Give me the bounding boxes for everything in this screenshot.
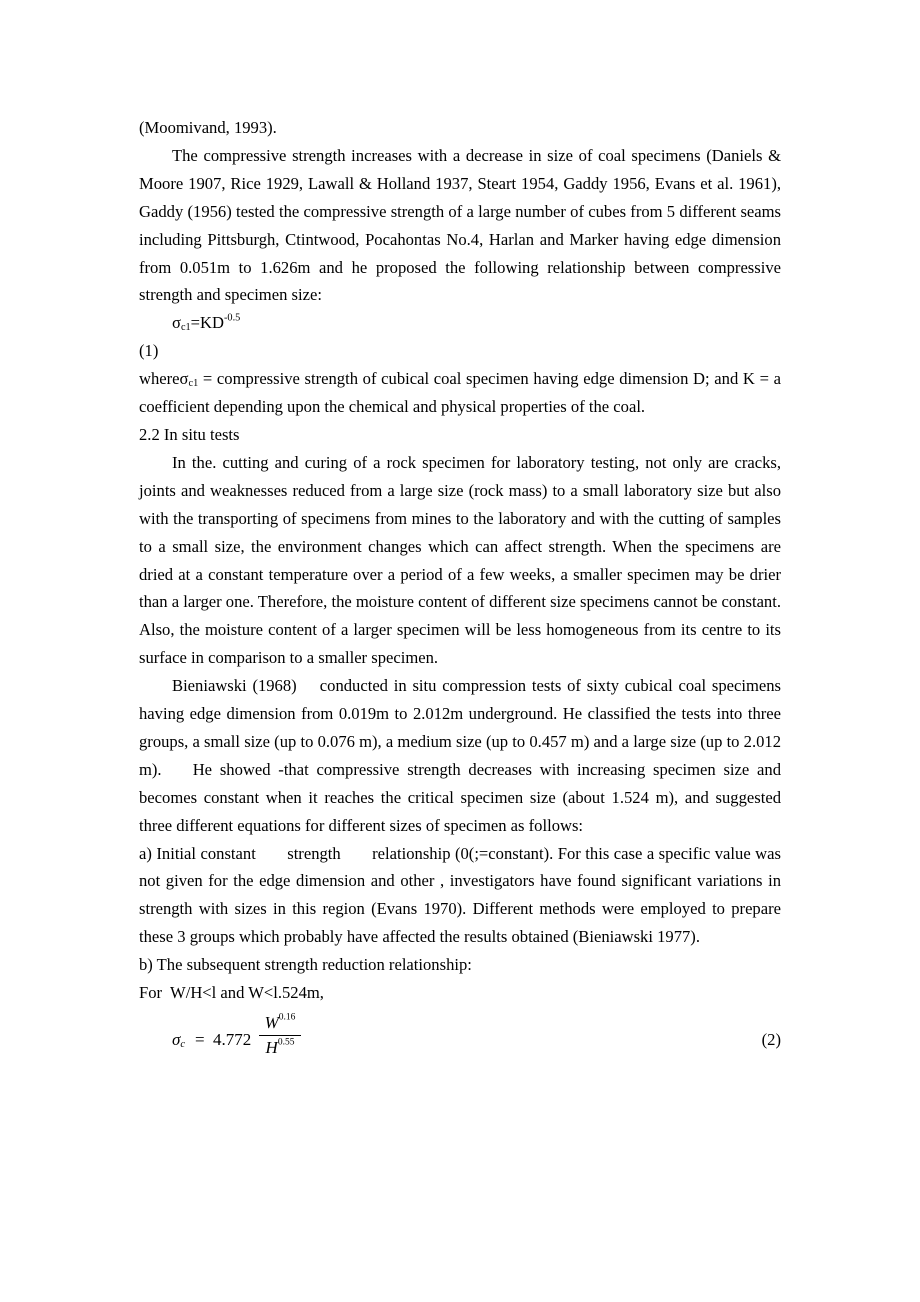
eq1-subscript: c1	[180, 322, 191, 334]
eq2-coefficient: 4.772	[213, 1030, 252, 1049]
document-page	[139, 114, 786, 1071]
where-subscript: c1	[188, 378, 199, 390]
eq2-num-exponent: 0.16	[278, 1012, 296, 1023]
equation-1	[139, 309, 781, 337]
paragraph-initial-constant: a) Initial constant strength relationship (0(;=constant). For this case a specific value was not given for the edge dimension and other , investigators have found significant variations in strength with sizes in this region (Evans 1970). Different methods were employed to prepare these 3 groups which probably have affected the results obtained (Bieniawski 1977).	[139, 843, 786, 947]
eq2-equals: =	[195, 1030, 205, 1049]
paragraph-bieniawski: Bieniawski (1968) conducted in situ compression tests of sixty cubical coal specimens having edge dimension from 0.019m to 2.012m underground. He classified the tests into three groups, a small size (up to 0.076 m), a medium size (up to 0.457 m) and a large size (up to 2.012 m). He showed -that compressive strength decreases with increasing specimen size and becomes constant when it reaches the critical specimen size (about 1.524 m), and suggested three different equations for different sizes of specimen as follows:	[139, 676, 786, 835]
eq2-den-exponent: 0.55	[277, 1037, 295, 1048]
eq1-body: =KD	[190, 313, 224, 333]
where-sigma: σ	[179, 369, 189, 389]
eq2-num-var: W	[264, 1013, 279, 1032]
where-word: where	[139, 369, 180, 389]
equation-1-number: (1)	[139, 341, 159, 361]
paragraph-compressive-strength: The compressive strength increases with a decrease in size of coal specimens (Daniels & Moore 1907, Rice 1929, Lawall & Holland 1937, Steart 1954, Gaddy 1956, Evans et al. 1961), Gaddy (1956) tested the compressive strength of a large number of cubes from 5 different seams including Pittsburgh, Ctintwood, Pocahontas No.4, Harlan and Marker having edge dimension from 0.051m to 1.626m and he proposed the following relationship between compressive strength and specimen size:	[139, 145, 781, 305]
eq2-numerator	[257, 1011, 303, 1035]
eq1-sigma: σ	[172, 313, 181, 333]
eq1-exponent: -0.5	[224, 312, 241, 324]
paragraph-condition: For W/H<l and W<l.524m,	[139, 983, 324, 1003]
eq2-lhs-subscript: c	[180, 1039, 186, 1051]
paragraph-in-situ: In the. cutting and curing of a rock specimen for laboratory testing, not only are cracks, joints and weaknesses reduced from a large size (rock mass) to a small laboratory size but also with the transporting of specimens from mines to the laboratory and with the cutting of samples to a small size, the environment changes which can affect strength. When the specimens are dried at a constant temperature over a period of a few weeks, a smaller specimen may be drier than a larger one. Therefore, the moisture content of different size specimens cannot be constant. Also, the moisture content of a larger specimen will be less homogeneous from its centre to its surface in comparison to a smaller specimen.	[139, 452, 781, 668]
where-definition: = compressive strength of cubical coal specimen having edge dimension D; and K = a coefficient depending upon the chemical and physical properties of the coal.	[139, 369, 781, 417]
equation-2-number: (2)	[761, 1030, 781, 1049]
eq2-fraction	[257, 1011, 303, 1060]
eq2-denominator	[257, 1036, 303, 1060]
paragraph-citation: (Moomivand, 1993).	[139, 118, 277, 137]
eq2-sigma: σ	[172, 1030, 181, 1049]
eq2-den-var: H	[265, 1038, 278, 1057]
section-heading: 2.2 In situ tests	[139, 424, 240, 444]
eq2-lhs	[172, 1026, 185, 1054]
paragraph-where	[139, 365, 781, 421]
paragraph-reduction: b) The subsequent strength reduction relationship:	[139, 955, 472, 975]
equation-2	[139, 1011, 781, 1071]
